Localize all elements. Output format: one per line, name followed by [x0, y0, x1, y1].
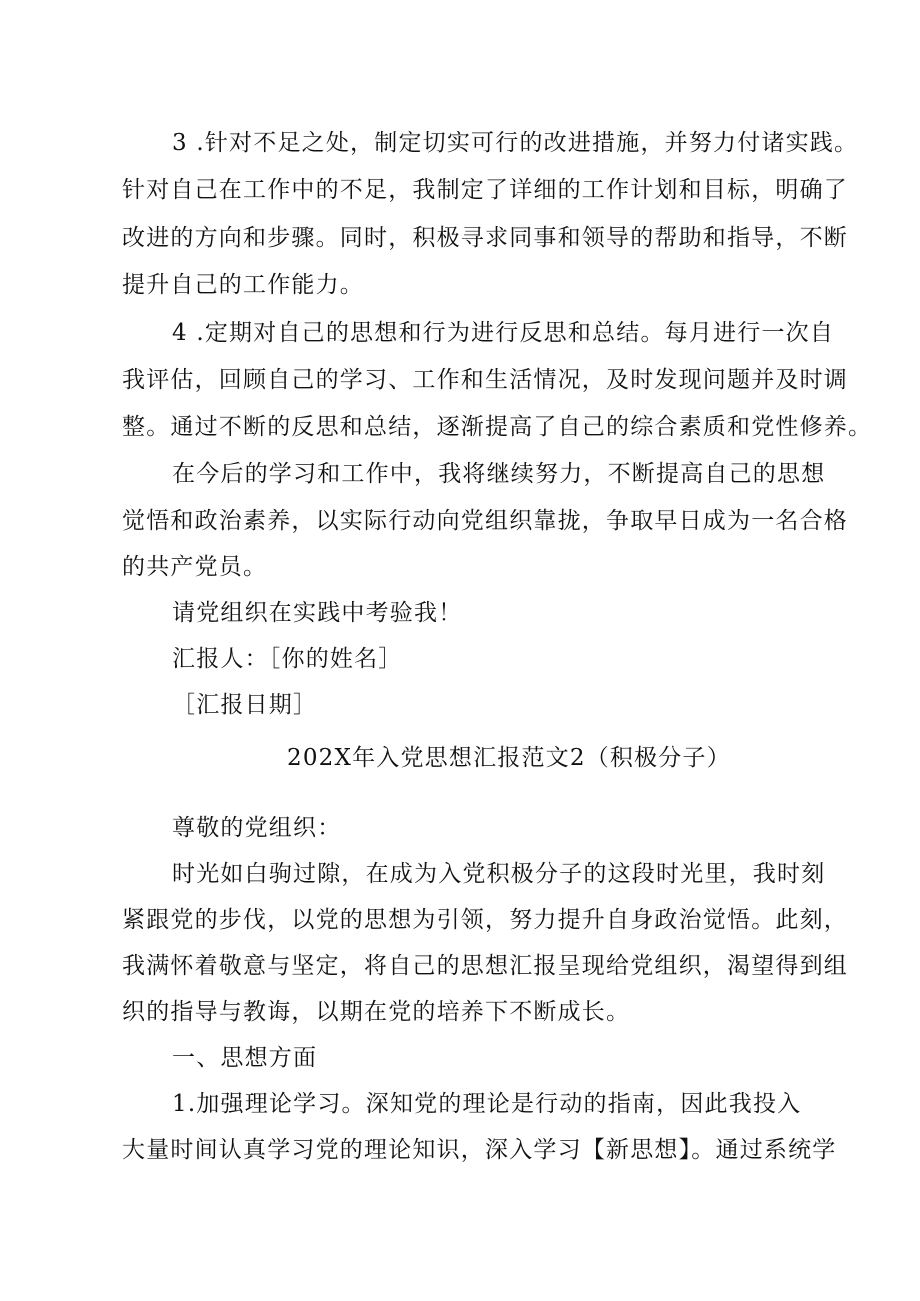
- paragraph-3-line-2: 针对自己在工作中的不足，我制定了详细的工作计划和目标，明确了: [122, 177, 848, 203]
- section-title: 202X年入党思想汇报范文2（积极分子）: [287, 745, 731, 771]
- paragraph-3-line-3: 改进的方向和步骤。同时，积极寻求同事和领导的帮助和指导，不断: [122, 225, 848, 251]
- salutation: 尊敬的党组织：: [172, 815, 342, 841]
- paragraph-4-line-3: 整。通过不断的反思和总结，逐渐提高了自己的综合素质和党性修养。: [122, 414, 873, 440]
- heading-thought-aspect: 一、思想方面: [172, 1045, 318, 1071]
- intro-paragraph-line-3: 我满怀着敬意与坚定，将自己的思想汇报呈现给党组织，渴望得到组: [122, 953, 848, 979]
- item-1-line-1: 1.加强理论学习。深知党的理论是行动的指南，因此我投入: [172, 1091, 802, 1117]
- paragraph-3-line-4: 提升自己的工作能力。: [122, 272, 364, 298]
- reporter-line: 汇报人：［你的姓名］: [172, 646, 403, 672]
- item-1-line-2: 大量时间认真学习党的理论知识，深入学习【新思想】。通过系统学: [122, 1137, 837, 1163]
- intro-paragraph-line-2: 紧跟党的步伐，以党的思想为引领，努力提升自身政治觉悟。此刻，: [122, 907, 848, 933]
- report-date-line: ［汇报日期］: [172, 692, 318, 718]
- paragraph-4-line-1: 4 .定期对自己的思想和行为进行反思和总结。每月进行一次自: [172, 320, 835, 346]
- intro-paragraph-line-4: 织的指导与教诲，以期在党的培养下不断成长。: [122, 999, 631, 1025]
- closing-paragraph-line-2: 觉悟和政治素养，以实际行动向党组织靠拢，争取早日成为一名合格: [122, 508, 848, 534]
- closing-paragraph-line-3: 的共产党员。: [122, 554, 268, 580]
- paragraph-3-line-1: 3 .针对不足之处，制定切实可行的改进措施，并努力付诸实践。: [172, 130, 859, 156]
- request-line: 请党组织在实践中考验我！: [172, 600, 463, 626]
- intro-paragraph-line-1: 时光如白驹过隙，在成为入党积极分子的这段时光里，我时刻: [172, 861, 826, 887]
- paragraph-4-line-2: 我评估，回顾自己的学习、工作和生活情况，及时发现问题并及时调: [122, 367, 848, 393]
- closing-paragraph-line-1: 在今后的学习和工作中，我将继续努力，不断提高自己的思想: [172, 461, 826, 487]
